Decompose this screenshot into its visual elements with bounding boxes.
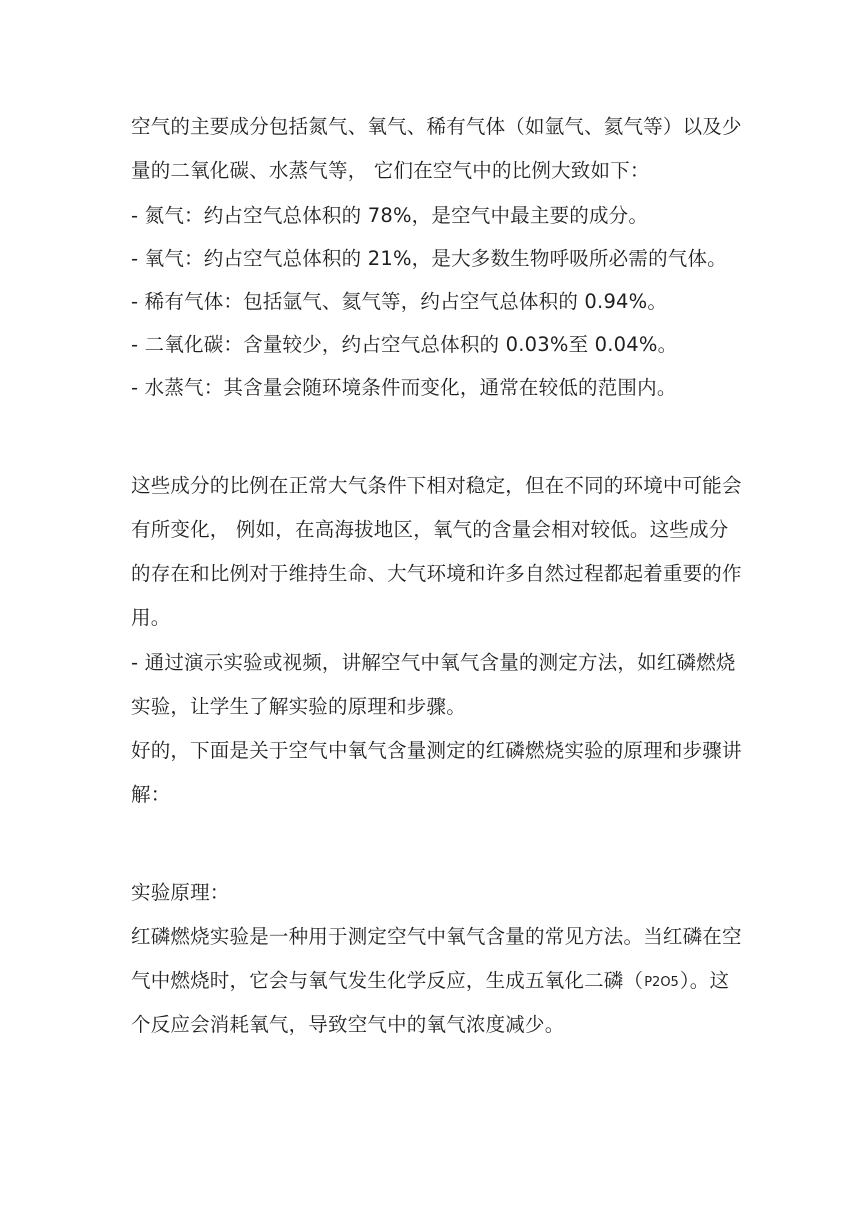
component-nitrogen: - 氮气：约占空气总体积的 78%，是空气中最主要的成分。 (131, 204, 649, 227)
component-oxygen: - 氧气：约占空气总体积的 21%，是大多数生物呼吸所必需的气体。 (131, 247, 727, 270)
principle-line-3: 个反应会消耗氧气，导致空气中的氧气浓度减少。 (131, 1013, 565, 1036)
intro-line-1: 空气的主要成分包括氮气、氧气、稀有气体（如氩气、氦气等）以及少 (131, 115, 742, 138)
component-carbon-dioxide: - 二氧化碳：含量较少，约占空气总体积的 0.03%至 0.04%。 (131, 333, 678, 356)
principle-line-1: 红磷燃烧实验是一种用于测定空气中氧气含量的常见方法。当红磷在空 (131, 925, 742, 948)
stability-line-1: 这些成分的比例在正常大气条件下相对稳定，但在不同的环境中可能会 (131, 474, 742, 497)
stability-line-3: 的存在和比例对于维持生命、大气环境和许多自然过程都起着重要的作 (131, 562, 742, 585)
demo-line-2: 实验，让学生了解实验的原理和步骤。 (131, 695, 466, 718)
stability-line-4: 用。 (131, 606, 171, 629)
principle-line-2-tail: ）。这 (679, 969, 730, 992)
intro-line-2: 量的二氧化碳、水蒸气等， 它们在空气中的比例大致如下： (131, 159, 650, 182)
response-line-2: 解： (131, 783, 171, 806)
principle-line-2-text: 气中燃烧时，它会与氧气发生化学反应，生成五氧化二磷（ (131, 969, 644, 992)
principle-heading: 实验原理： (131, 881, 230, 904)
chemical-formula: P2O5 (644, 975, 679, 990)
response-line-1: 好的，下面是关于空气中氧气含量测定的红磷燃烧实验的原理和步骤讲 (131, 739, 742, 762)
principle-line-2 (131, 967, 741, 997)
demo-line-1: - 通过演示实验或视频，讲解空气中氧气含量的测定方法，如红磷燃烧 (131, 651, 736, 674)
component-water-vapor: - 水蒸气：其含量会随环境条件而变化，通常在较低的范围内。 (131, 376, 677, 399)
stability-line-2: 有所变化， 例如，在高海拔地区，氧气的含量会相对较低。这些成分 (131, 518, 729, 541)
component-rare-gases: - 稀有气体：包括氩气、氦气等，约占空气总体积的 0.94%。 (131, 290, 668, 313)
